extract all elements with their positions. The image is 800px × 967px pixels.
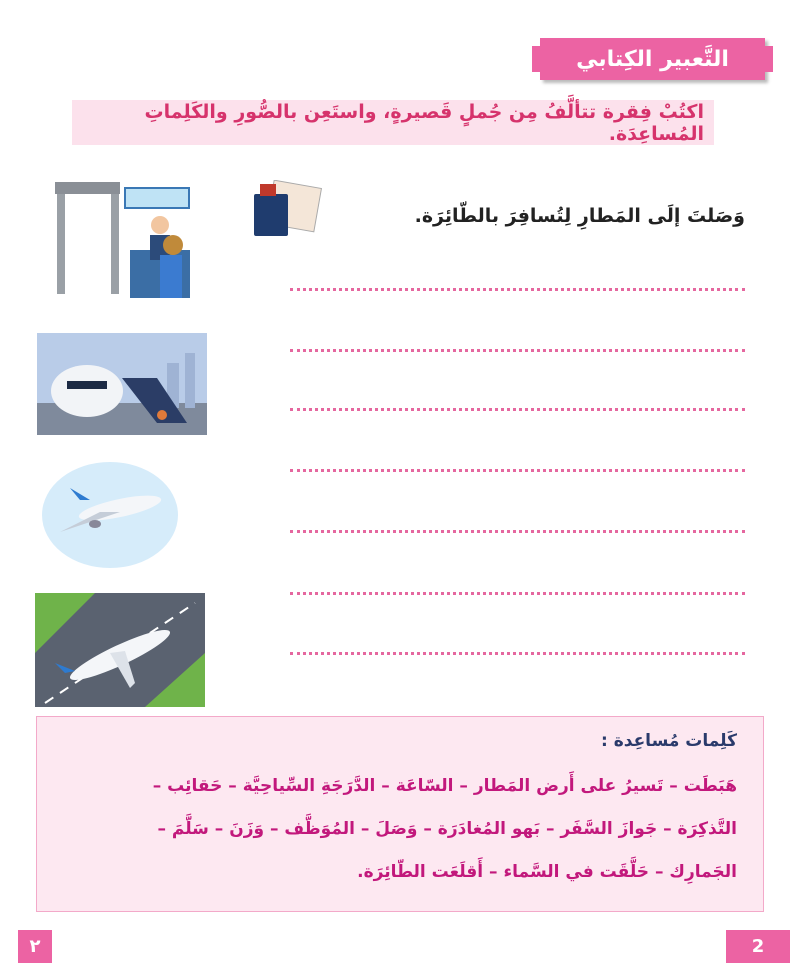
- helper-words-line: التَّذكِرَة – جَوازَ السَّفَر – بَهو المُغادَرَة – وَصَلَ – المُوَظَّف – وَزَنَ – سَلَّمَ –: [157, 819, 737, 839]
- plane-in-sky-illustration: [40, 460, 180, 570]
- security-gate-illustration: [55, 180, 205, 300]
- writing-line[interactable]: [290, 592, 745, 595]
- writing-line[interactable]: [290, 652, 745, 655]
- helper-words-box: [36, 716, 764, 912]
- writing-line[interactable]: [290, 349, 745, 352]
- writing-line[interactable]: [290, 469, 745, 472]
- starter-sentence: وَصَلتَ إلَى المَطارِ لِتُسافِرَ بالطّائِرَة.: [414, 205, 745, 227]
- page-number: 2: [726, 930, 790, 963]
- writing-line[interactable]: [290, 288, 745, 291]
- helper-words-heading: كَلِمات مُساعِدة :: [601, 731, 737, 751]
- writing-line[interactable]: [290, 408, 745, 411]
- helper-words-line: هَبَطَت – تَسيرُ على أَرض المَطار – السّاعَة – الدَّرَجَةِ السِّياحِيَّة – حَقائِب –: [152, 776, 737, 796]
- page-title: التَّعبير الكِتابي: [540, 38, 765, 80]
- page-number-arabic: ٢: [18, 930, 52, 963]
- writing-line[interactable]: [290, 530, 745, 533]
- runway-plane-illustration: [35, 593, 205, 707]
- instruction-banner: اكتُبْ فِقرة تتألَّفُ مِن جُملٍ قَصيرةٍ، واستَعِن بالصُّورِ والكَلِماتِ المُساعِدَة.: [72, 100, 714, 145]
- passport-tickets-illustration: [250, 180, 322, 240]
- helper-words-line: الجَمارِك – حَلَّقَت في السَّماء – أَقلَعَت الطّائِرَة.: [357, 862, 737, 882]
- boarding-plane-illustration: [37, 333, 207, 435]
